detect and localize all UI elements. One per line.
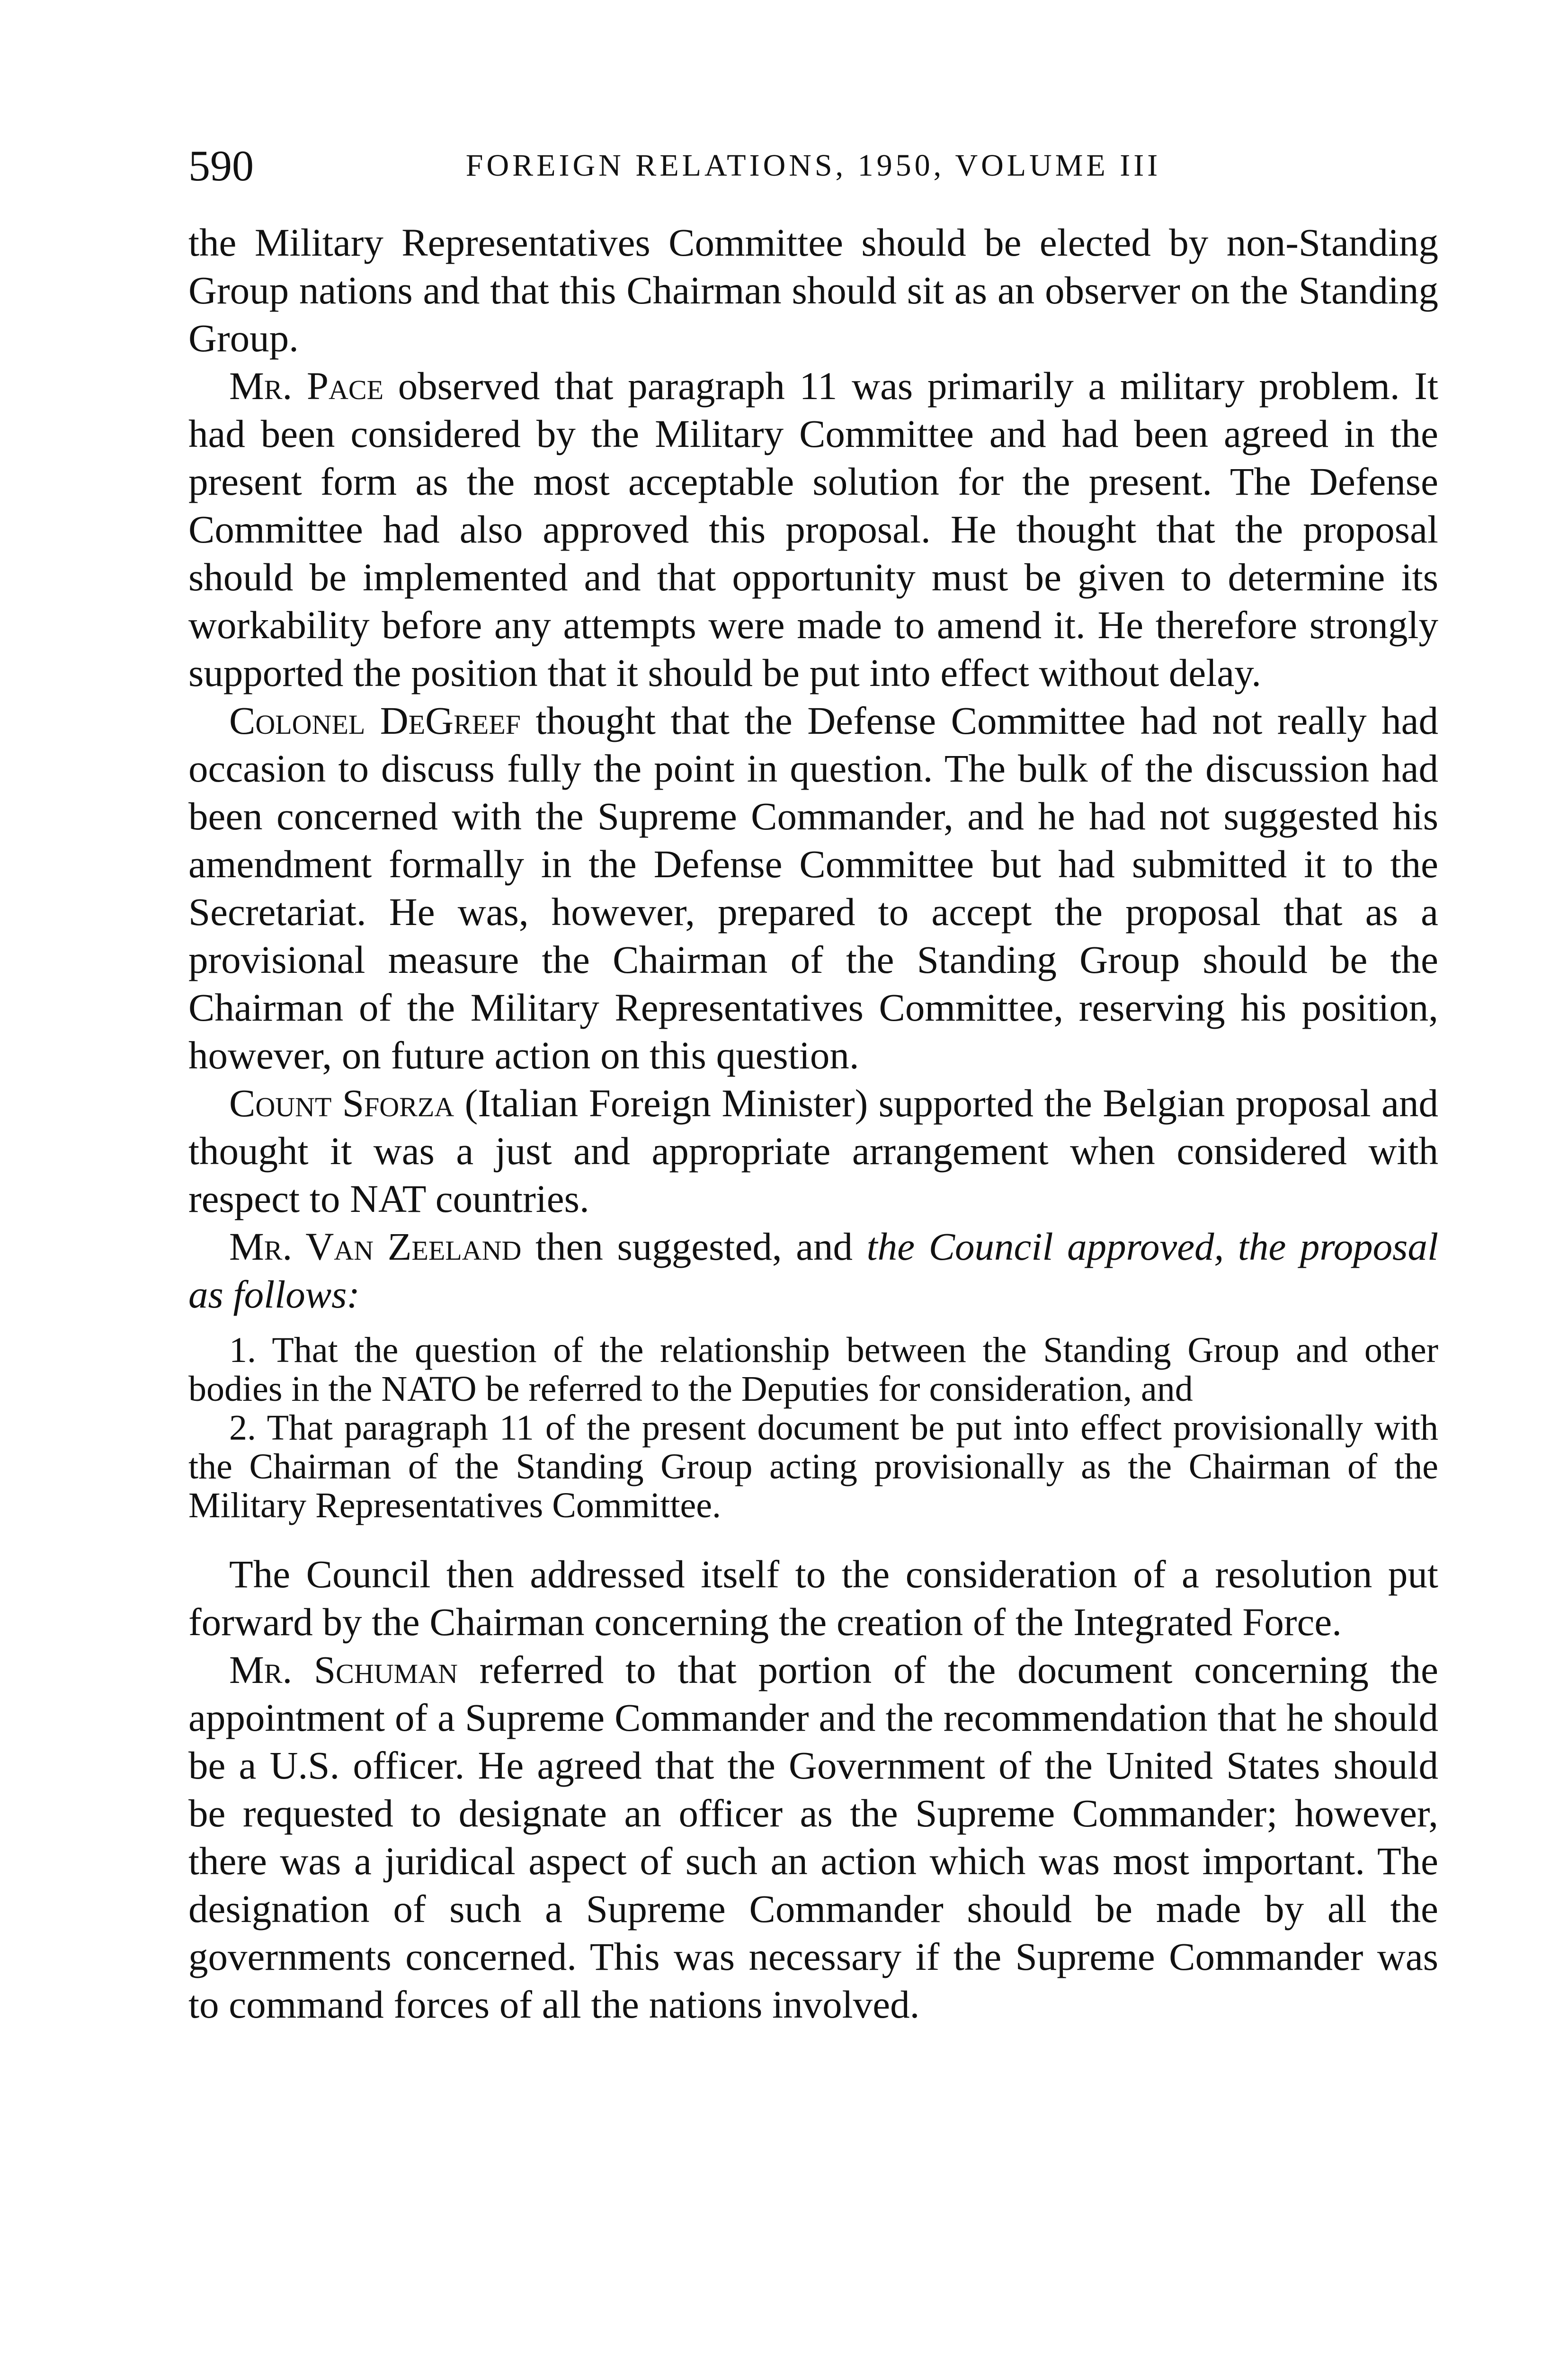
resolution-item: 1. That the question of the relationship between the Standing Group and other bodies in the NATO be referred to the Deputies for consideration, and bbox=[188, 1330, 1438, 1409]
speaker-name: Mr. Van Zeeland bbox=[229, 1225, 522, 1268]
paragraph-text: (Italian Foreign Minister) supported the Belgian proposal and thought it was a just and appropriate arrangement when considered with respect to NAT countries. bbox=[188, 1081, 1438, 1220]
paragraph-continuation bbox=[188, 219, 1438, 362]
paragraph-degreef bbox=[188, 697, 1438, 1079]
speaker-name: Count Sforza bbox=[229, 1081, 454, 1125]
paragraph-council bbox=[188, 1550, 1438, 1646]
speaker-name: Mr. Schuman bbox=[229, 1648, 458, 1691]
paragraph-pace bbox=[188, 362, 1438, 697]
paragraph-text: referred to that portion of the document concerning the appointment of a Supreme Commander and the recommendation that he should be a U.S. officer. He agreed that the Government of the United States should be requested to designate an officer as the Supreme Commander; however, there was a juridical aspect of such an action which was most important. The designation of such a Supreme Commander should be made by all the governments concerned. This was necessary if the Supreme Commander was to command forces of all the nations involved. bbox=[188, 1648, 1438, 2026]
paragraph-sforza bbox=[188, 1079, 1438, 1223]
paragraph-text: observed that paragraph 11 was primarily a military problem. It had been considered by the Military Committee and had been agreed in the present form as the most acceptable solution for the present. The Defense Committee had also approved this proposal. He thought that the proposal should be implemented and that opportunity must be given to determine its workability before any attempts were made to amend it. He therefore strongly supported the position that it should be put into effect without delay. bbox=[188, 364, 1438, 694]
paragraph-text: thought that the Defense Committee had not really had occasion to discuss fully the point in question. The bulk of the discussion had been concerned with the Supreme Commander, and he had not suggested his amendment formally in the Defense Committee but had submitted it to the Secretariat. He was, however, prepared to accept the proposal that as a provisional measure the Chairman of the Standing Group should be the Chairman of the Military Representatives Committee, reserving his position, however, on future action on this question. bbox=[188, 699, 1438, 1077]
paragraph-emphasis: the Council approved, the proposal as follows: bbox=[188, 1225, 1439, 1316]
page-number: 590 bbox=[188, 142, 254, 190]
paragraph-schuman bbox=[188, 1646, 1438, 2029]
resolution-list bbox=[188, 1331, 1438, 1525]
running-head: FOREIGN RELATIONS, 1950, VOLUME III bbox=[465, 148, 1161, 183]
speaker-name: Colonel DeGreef bbox=[229, 699, 521, 742]
paragraph-van-zeeland bbox=[188, 1223, 1438, 1318]
paragraph-text: the Military Representatives Committee should be elected by non-Standing Group nations and that this Chairman should sit as an observer on the Standing Group. bbox=[188, 221, 1438, 360]
body-text bbox=[188, 219, 1438, 2029]
resolution-item: 2. That paragraph 11 of the present document be put into effect provisionally with the Chairman of the Standing Group acting provisionally as the Chairman of the Military Representatives Committee. bbox=[188, 1408, 1438, 1525]
paragraph-text: then suggested, and bbox=[521, 1225, 867, 1268]
page-header bbox=[188, 133, 1438, 199]
speaker-name: Mr. Pace bbox=[229, 364, 384, 408]
paragraph-text: The Council then addressed itself to the consideration of a resolution put forward by the Chairman concerning the creation of the Integrated Force. bbox=[188, 1552, 1438, 1644]
